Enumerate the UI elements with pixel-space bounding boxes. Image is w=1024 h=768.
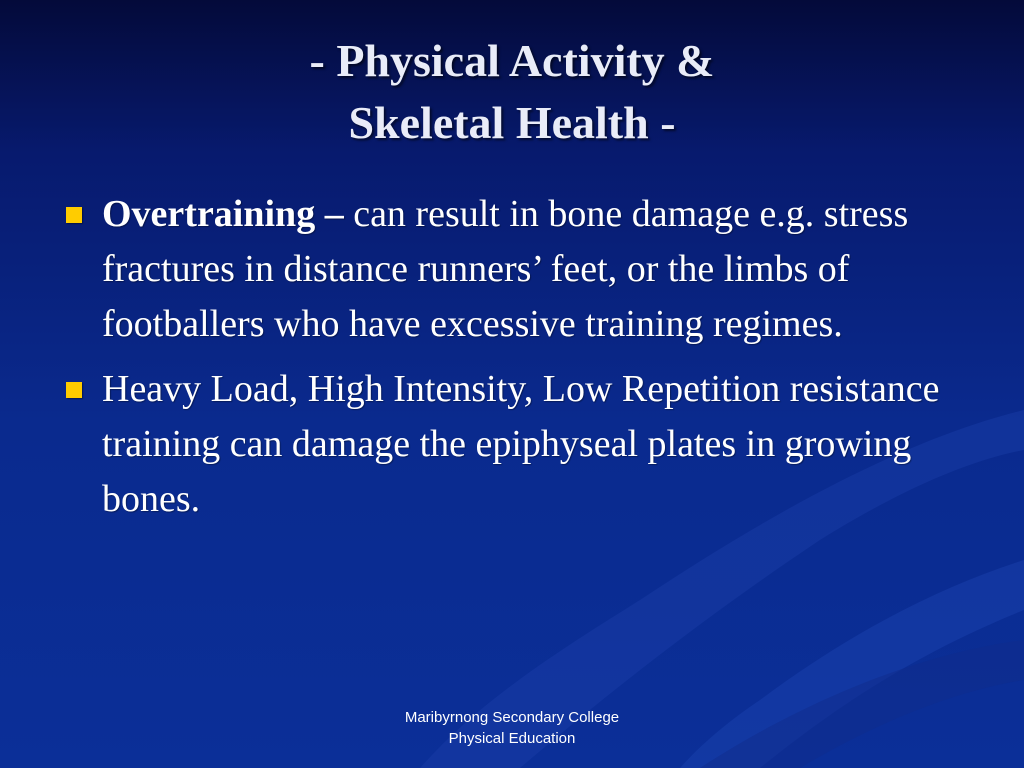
title-line-1: - Physical Activity & — [309, 35, 715, 86]
square-bullet-icon — [66, 382, 82, 398]
footer-department: Physical Education — [448, 730, 576, 747]
bullet-term: Overtraining – — [102, 193, 344, 235]
title-line-2: Skeletal Health - — [348, 97, 676, 148]
bullet-text: can result in bone damage e.g. stress fractures in distance runners’ feet, or the limbs of footballers who have excessive training regimes. — [102, 193, 909, 345]
slide-footer — [312, 707, 712, 749]
bullet-item-resistance-training — [60, 362, 960, 527]
square-bullet-icon — [66, 207, 82, 223]
footer-school: Maribyrnong Secondary College — [404, 709, 620, 726]
bullet-list — [60, 187, 960, 537]
slide-title — [0, 30, 1024, 154]
bullet-item-overtraining — [60, 187, 960, 352]
bullet-text: Heavy Load, High Intensity, Low Repetition resistance training can damage the epiphyseal plates in growing bones. — [102, 368, 940, 520]
